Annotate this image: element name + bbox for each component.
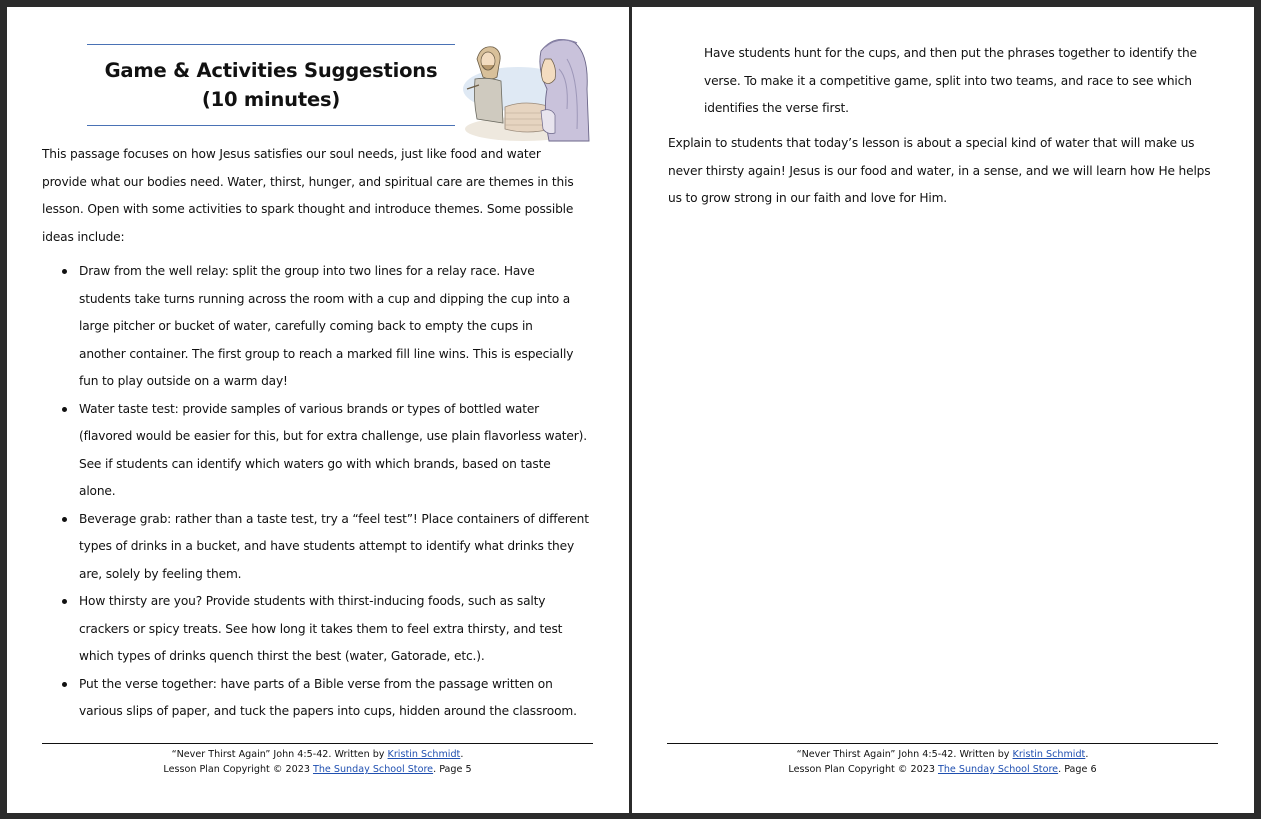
footer-text: Lesson Plan Copyright © 2023 [163,764,313,775]
text-line: lesson. Open with some activities to spark thought and introduce themes. Some possible [42,202,574,216]
text-line: Beverage grab: rather than a taste test, try a “feel test”! Place containers of different [79,511,589,526]
text-line: alone. [79,484,116,498]
activity-item-verse-together [42,671,602,726]
bullet-icon [62,407,67,412]
activity-list [42,258,602,726]
activity-item-taste-test [42,396,602,506]
intro-paragraph [42,141,594,251]
activity-item-well-relay [42,258,602,396]
footer-text: . [1085,749,1089,760]
footer-text: . [460,749,464,760]
text-line: crackers or spicy treats. See how long it takes them to feel extra thirsty, and test [79,621,563,636]
footer-text: “Never Thirst Again” John 4:5-42. Written by [171,749,388,760]
text-line: ideas include: [42,229,125,244]
text-line: students take turns running across the room with a cup and dipping the cup into a [79,291,571,306]
footer-line-credit [667,747,1218,762]
text-line: never thirsty again! Jesus is our food and water, in a sense, and we will learn how He helps [668,163,1211,178]
text-line: How thirsty are you? Provide students with thirst-inducing foods, such as salty [79,594,546,608]
document-page-6 [632,7,1254,813]
section-duration: (10 minutes) [201,88,341,111]
text-line: (flavored would be easier for this, but for extra challenge, use plain flavorless water). [79,429,587,443]
section-header [87,44,455,126]
text-line: Water taste test: provide samples of various brands or types of bottled water [79,401,540,416]
text-line: This passage focuses on how Jesus satisfies our soul needs, just like food and water [42,147,541,161]
text-line: Put the verse together: have parts of a Bible verse from the passage written on [79,676,553,691]
text-line: which types of drinks quench thirst the best (water, Gatorade, etc.). [79,649,485,663]
text-line: various slips of paper, and tuck the papers into cups, hidden around the classroom. [79,704,577,718]
author-link[interactable]: Kristin Schmidt [387,749,461,760]
text-line: Explain to students that today’s lesson is about a special kind of water that will make us [668,136,1195,150]
text-line: are, solely by feeling them. [79,566,242,581]
text-line: another container. The first group to reach a marked fill line wins. This is especially [79,346,574,361]
footer-text: “Never Thirst Again” John 4:5-42. Written by [796,749,1013,760]
text-line: provide what our bodies need. Water, thirst, hunger, and spiritual care are themes in this [42,174,574,189]
activity-item-beverage-grab [42,506,602,589]
text-line: large pitcher or bucket of water, carefully coming back to empty the cups in [79,319,533,333]
footer-line-copyright [667,762,1218,777]
activity-item-how-thirsty [42,588,602,671]
bullet-icon [62,682,67,687]
section-title: Game & Activities Suggestions [104,59,438,82]
page-number: . Page 5 [433,764,472,775]
jesus-at-well-illustration [463,29,593,145]
bullet-icon [62,517,67,522]
text-line: fun to play outside on a warm day! [79,374,288,388]
text-line: identifies the verse first. [704,101,849,115]
text-line: See if students can identify which waters go with which brands, based on taste [79,456,551,471]
explain-paragraph [668,130,1228,213]
footer-text: Lesson Plan Copyright © 2023 [788,764,938,775]
page-footer [667,743,1218,777]
bullet-icon [62,599,67,604]
text-line: us to grow strong in our faith and love for Him. [668,191,948,205]
bullet-icon [62,269,67,274]
page-number: . Page 6 [1058,764,1097,775]
page-footer [42,743,593,777]
store-link[interactable]: The Sunday School Store [937,764,1059,775]
store-link[interactable]: The Sunday School Store [312,764,434,775]
text-line: verse. To make it a competitive game, split into two teams, and race to see which [704,73,1192,88]
text-line: Have students hunt for the cups, and then put the phrases together to identify the [704,46,1197,60]
text-line: types of drinks in a bucket, and have students attempt to identify what drinks they [79,539,575,553]
text-line: Draw from the well relay: split the group into two lines for a relay race. Have [79,264,535,278]
footer-line-copyright [42,762,593,777]
document-page-5 [7,7,629,813]
continued-activity-text [704,40,1224,123]
footer-line-credit [42,747,593,762]
author-link[interactable]: Kristin Schmidt [1012,749,1086,760]
